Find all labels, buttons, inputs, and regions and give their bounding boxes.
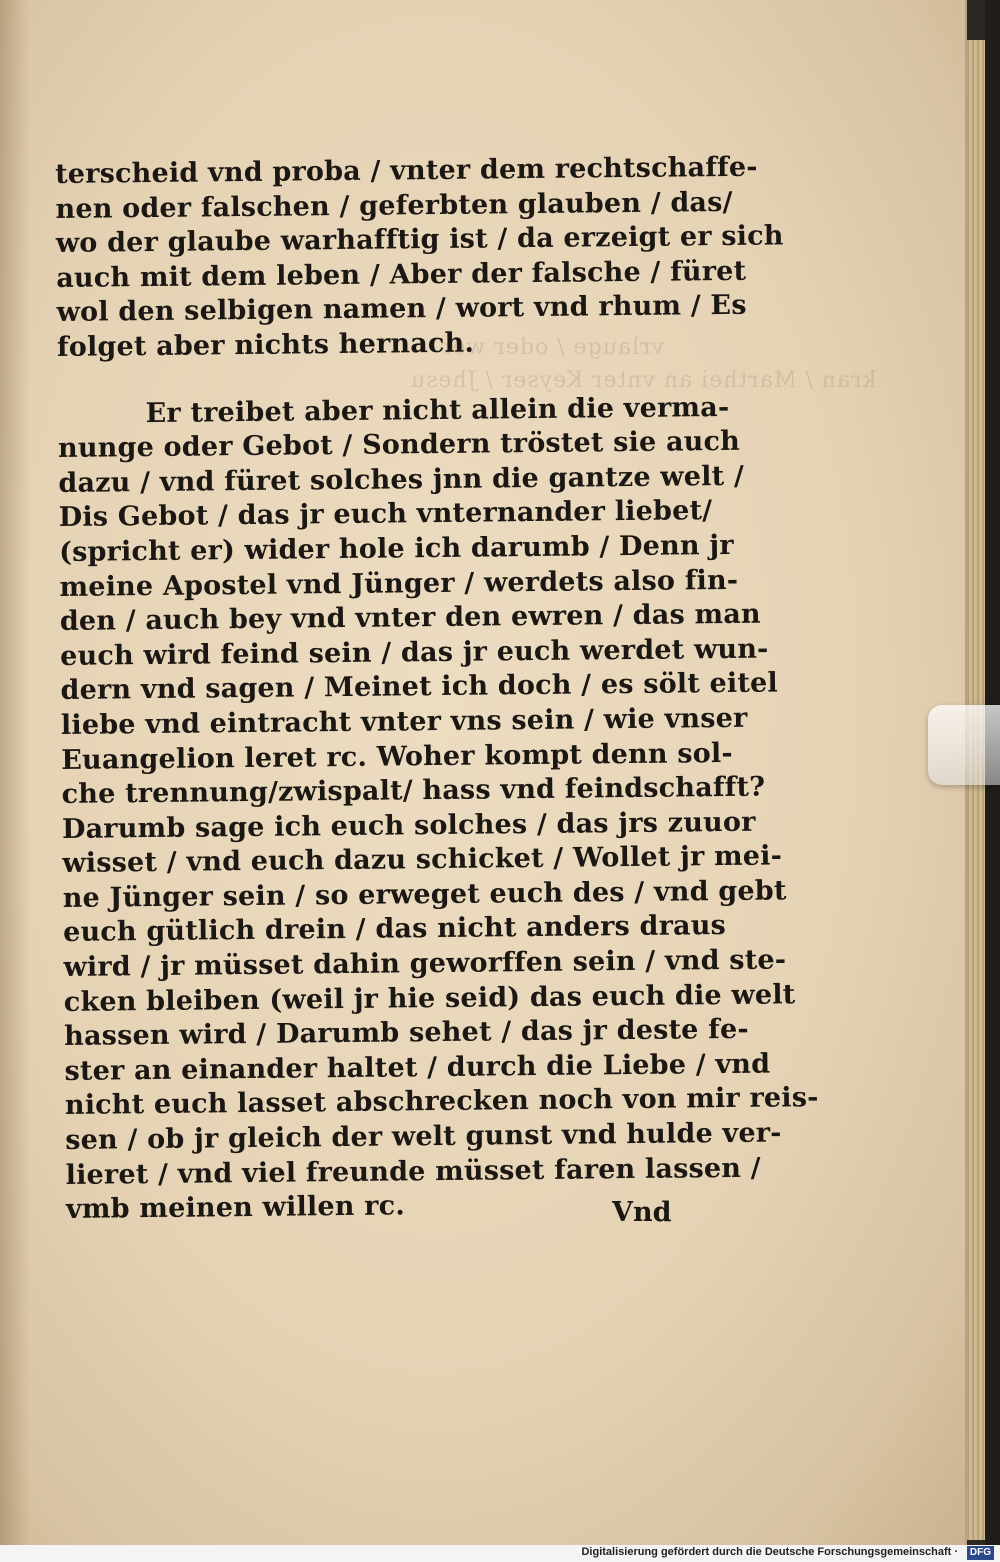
- catchword: Vnd: [612, 1197, 672, 1228]
- text-line: vmb meinen willen rc.: [65, 1190, 406, 1226]
- text-line: che trennung/zwispalt/ hass vnd feindschafft?: [61, 771, 766, 811]
- text-line: auch mit dem leben / Aber der falsche / füret: [56, 255, 747, 294]
- page-clip: [928, 705, 1000, 785]
- text-line: cken bleiben (weil jr hie seid) das euch die welt: [63, 978, 796, 1018]
- text-line: nicht euch lasset abschrecken noch von mir reis-: [64, 1082, 819, 1122]
- text-line: Dis Gebot / das jr euch vnternander liebet/: [58, 495, 713, 534]
- text-line: wisset / vnd euch dazu schicket / Wollet jr mei-: [62, 840, 783, 880]
- dfg-logo-icon[interactable]: DFG: [967, 1546, 994, 1560]
- text-line: liebe vnd eintracht vnter vns sein / wie vnser: [60, 702, 748, 741]
- text-line: Darumb sage ich euch solches / das jrs zuuor: [61, 806, 756, 845]
- text-line: euch gütlich drein / das nicht anders draus: [62, 910, 727, 949]
- text-line: (spricht er) wider hole ich darumb / Denn jr: [58, 529, 734, 568]
- text-line: meine Apostel vnd Jünger / werdets also fin-: [59, 564, 739, 603]
- funding-credit: Digitalisierung gefördert durch die Deutsche Forschungsgemeinschaft ·: [581, 1546, 958, 1558]
- text-line: nunge oder Gebot / Sondern tröstet sie auch: [57, 425, 741, 465]
- text-line: folget aber nichts hernach.: [56, 327, 475, 363]
- text-line: wird / jr müsset dahin geworffen sein / vnd ste-: [63, 944, 787, 984]
- text-line: dern vnd sagen / Meinet ich doch / es sölt eitel: [60, 667, 779, 707]
- text-line: nen oder falschen / geferbten glauben / das/: [55, 186, 733, 225]
- text-line: den / auch bey vnd vnter den ewren / das man: [59, 598, 761, 638]
- text-line: lieret / vnd viel freunde müsset faren lassen /: [65, 1152, 761, 1191]
- text-line: terscheid vnd proba / vnter dem rechtschaffe-: [55, 151, 758, 190]
- bleed-through-text: kran / Marthei an vnter Keyser / Jhesu: [410, 368, 876, 393]
- text-line: Euangelion leret rc. Woher kompt denn sol-: [61, 737, 733, 776]
- text-line: Er treibet aber nicht allein die verma-: [145, 391, 730, 429]
- text-line: sen / ob jr gleich der welt gunst vnd hulde ver-: [65, 1117, 782, 1156]
- text-line: euch wird feind sein / das jr euch werdet wun-: [60, 633, 769, 672]
- text-line: wo der glaube warhafftig ist / da erzeigt er sich: [55, 220, 784, 260]
- text-line: wol den selbigen namen / wort vnd rhum / Es: [56, 290, 747, 329]
- body-text: [55, 151, 819, 1227]
- bleed-through-text: vrlauge / oder wer: [440, 335, 664, 360]
- text-line: ster an einander haltet / durch die Liebe / vnd: [64, 1048, 771, 1087]
- text-line: hassen wird / Darumb sehet / das jr deste fe-: [64, 1014, 749, 1053]
- text-line: ne Jünger sein / so erweget euch des / vnd gebt: [62, 875, 787, 914]
- text-line: dazu / vnd füret solches jnn die gantze welt /: [58, 460, 745, 499]
